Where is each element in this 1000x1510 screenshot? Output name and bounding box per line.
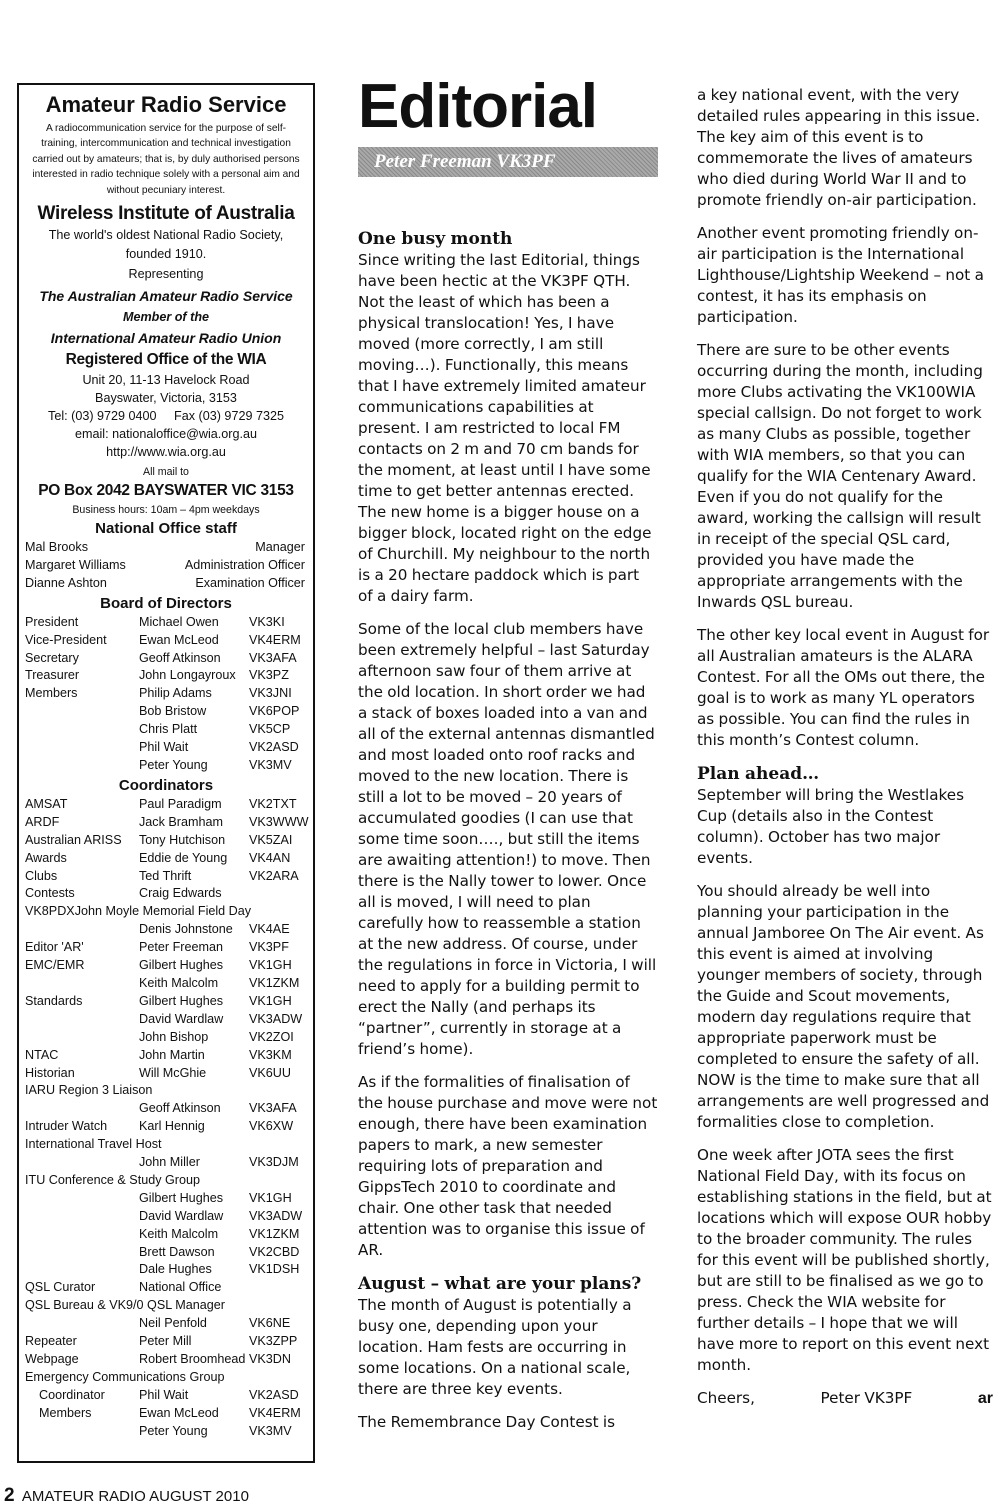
directory-row xyxy=(25,1118,307,1136)
author-name: Peter Freeman VK3PF xyxy=(374,151,556,172)
directory-role xyxy=(25,1100,139,1118)
staff-list xyxy=(25,539,307,593)
directory-name: Robert Broomhead xyxy=(139,1352,246,1366)
staff-name: Dianne Ashton xyxy=(25,575,107,590)
directory-role: Clubs xyxy=(25,868,58,883)
coordinators-list xyxy=(25,796,307,1441)
signoff: Cheers, xyxy=(697,1389,755,1407)
directory-row xyxy=(25,1351,307,1369)
author-banner xyxy=(358,147,658,177)
directory-name: Jack Bramham xyxy=(139,814,223,829)
directory-role: Intruder Watch xyxy=(25,1119,108,1134)
directory-row xyxy=(25,1333,307,1351)
directory-name: Peter Mill xyxy=(139,1334,192,1349)
directory-role: Editor 'AR' xyxy=(25,940,84,955)
paragraph: Some of the local club members have been extremely helpful – last Saturday afternoon saw four of them arrive at the old location. In short order we had a stack of boxes loaded into a van and all of the external antennas dismantled and most loaded onto roof racks and moved to the new location. There is still a lot to be moved – 20 years of accumulated goodies (I can use that some time soon…., but still the items are awaiting attention!) to move. Then there is the Nally tower to lower. Once all is moved, I will need to plan carefully how to reassemble a station at the new address. Of course, under the regulations in force in Victoria, I will need to apply for a building permit to erect the Nally (and perhaps its “partner”, currently in storage at a friend’s home). xyxy=(358,620,657,1058)
directory-name: Bob Bristow xyxy=(139,704,207,719)
paragraph: The other key local event in August for all Australian amateurs is the ALARA Contest. For all the OMs out there, the goal is to work as many YL operators as possible. You can find the rules in this month’s Contest column. xyxy=(697,626,990,749)
directory-name: Keith Malcolm xyxy=(139,1226,219,1241)
directory-name: Tony Hutchison xyxy=(139,832,226,847)
directory-row xyxy=(25,1029,307,1047)
directory-group-label: ITU Conference & Study Group xyxy=(25,1172,200,1187)
directory-role: Australian ARISS xyxy=(25,832,122,847)
org-tagline: The world's oldest National Radio Society, founded 1910. xyxy=(48,228,284,262)
directory-callsign: VK1GH xyxy=(249,958,292,973)
directory-callsign: VK2ZOI xyxy=(249,1029,294,1044)
directory-row xyxy=(25,1261,307,1279)
directory-name: Phil Wait xyxy=(139,740,189,755)
directory-callsign: VK1ZKM xyxy=(249,1226,300,1241)
directory-role: Vice-President xyxy=(25,632,107,647)
directory-role xyxy=(25,1244,139,1262)
directory-row xyxy=(25,1190,307,1208)
directory-callsign: VK5CP xyxy=(249,722,291,737)
directory-callsign: VK3ZPP xyxy=(249,1334,298,1349)
staff-row xyxy=(25,575,307,593)
directory-row xyxy=(25,796,307,814)
representing-label: Representing xyxy=(128,267,204,282)
directory-group-label: Emergency Communications Group xyxy=(25,1369,225,1384)
directory-callsign: VK3DJM xyxy=(249,1155,299,1170)
publication-name: AMATEUR RADIO AUGUST 2010 xyxy=(21,1488,249,1505)
directory-role xyxy=(25,757,139,775)
directory-name: Paul Paradigm xyxy=(139,796,222,811)
directory-callsign: VK4ERM xyxy=(249,1405,301,1420)
directory-row xyxy=(25,614,307,632)
directory-row xyxy=(25,921,307,939)
paragraph: Since writing the last Editorial, things have been hectic at the VK3PF QTH. Not the least of which has been a physical translocation! Yes, I have moved (more correctly, I am still moving…). Functionally, this means that I have extremely limited amateur communications capabilities at present. I am restricted to local FM contacts on 2 m and 70 cm bands for the moment, at least until I have some time to get better antennas erected. The new home is a bigger house on a bigger block, located right on the edge of Churchill. My neighbour to the north is a 20 hectare paddock which is part of a dairy farm. xyxy=(358,251,652,605)
representing-name: The Australian Amateur Radio Service xyxy=(39,288,293,305)
directory-row xyxy=(25,1065,307,1083)
directory-row xyxy=(25,685,307,703)
directory-callsign: VK2ASD xyxy=(249,1387,299,1402)
directory-callsign: VK2TXT xyxy=(249,796,297,811)
website: http://www.wia.org.au xyxy=(106,445,226,460)
directory-row xyxy=(25,757,307,775)
directory-role xyxy=(25,921,139,939)
business-hours: Business hours: 10am – 4pm weekdays xyxy=(72,504,260,517)
directory-row xyxy=(25,957,307,975)
directory-row xyxy=(25,1423,307,1441)
directory-callsign: VK3KI xyxy=(249,614,285,629)
directory-role: Members xyxy=(25,1405,92,1420)
directory-role: QSL Curator xyxy=(25,1280,96,1295)
directory-name: Neil Penfold xyxy=(139,1316,207,1331)
directory-role: Repeater xyxy=(25,1334,77,1349)
directory-role: Contests xyxy=(25,886,75,901)
signoff-name: Peter VK3PF xyxy=(820,1389,913,1407)
directory-row xyxy=(25,667,307,685)
directory-name: Craig Edwards xyxy=(139,886,222,901)
article-title: Editorial xyxy=(358,72,598,141)
address-line-1: Unit 20, 11-13 Havelock Road xyxy=(82,373,250,388)
directory-role: Secretary xyxy=(25,650,79,665)
directory-callsign xyxy=(249,885,303,903)
directory-row xyxy=(25,703,307,721)
directory-name: Karl Hennig xyxy=(139,1119,205,1134)
directory-callsign: VK3AFA xyxy=(249,1101,297,1116)
staff-role: Examination Officer xyxy=(195,575,305,590)
page-footer xyxy=(4,1486,249,1507)
directory-role xyxy=(25,1226,139,1244)
staff-name: Mal Brooks xyxy=(25,540,88,555)
email: email: nationaloffice@wia.org.au xyxy=(75,427,257,442)
directory-row xyxy=(25,650,307,668)
directory-role: Standards xyxy=(25,993,83,1008)
directory-name: Ewan McLeod xyxy=(139,1405,219,1420)
directory-name: Geoff Atkinson xyxy=(139,1101,221,1116)
directory-callsign: VK2CBD xyxy=(249,1244,300,1259)
directory-callsign: VK6NE xyxy=(249,1316,291,1331)
paragraph: One week after JOTA sees the first National Field Day, with its focus on establishing stations in the field, but at locations which will expose OUR hobby to the broader community. The rules for this event will be published shortly, but are still to be finalised as we go to press. Check the WIA website for further details – I hope that we will have more to report on this event next month. xyxy=(697,1146,992,1374)
directory-row xyxy=(25,1315,307,1333)
directory-name: Gilbert Hughes xyxy=(139,1190,223,1205)
directory-role xyxy=(25,703,139,721)
paragraph: As if the formalities of finalisation of the house purchase and move were not enough, there have been examination papers to mark, a new semester requiring lots of preparation and GippsTech 2010 to coordinate and chair. One other task that needed attention was to organise this issue of AR. xyxy=(358,1073,658,1259)
directory-name: Keith Malcolm xyxy=(139,975,219,990)
directory-name: Ewan McLeod xyxy=(139,632,219,647)
staff-role: Administration Officer xyxy=(184,557,305,572)
org-name: Wireless Institute of Australia xyxy=(37,203,295,225)
board-heading: Board of Directors xyxy=(100,594,232,612)
article-column-1 xyxy=(358,228,658,1445)
directory-name: Michael Owen xyxy=(139,614,219,629)
directory-row xyxy=(25,850,307,868)
directory-group-label: QSL Bureau & VK9/0 QSL Manager xyxy=(25,1298,225,1313)
section-heading: August – what are your plans? xyxy=(358,1274,642,1294)
directory-name: National Office xyxy=(139,1280,222,1295)
directory-name: Peter Freeman xyxy=(139,940,223,955)
directory-row xyxy=(25,1208,307,1226)
directory-row xyxy=(25,1154,307,1172)
directory-role xyxy=(25,1029,139,1047)
directory-role xyxy=(25,1154,139,1172)
directory-callsign: VK3PF xyxy=(249,940,289,955)
directory-row xyxy=(25,939,307,957)
directory-name: Gilbert Hughes xyxy=(139,993,223,1008)
directory-role: Members xyxy=(25,686,78,701)
directory-callsign: VK3PZ xyxy=(249,668,289,683)
directory-name: Phil Wait xyxy=(139,1387,189,1402)
directory-role xyxy=(25,1190,139,1208)
directory-callsign: VK3KM xyxy=(249,1047,292,1062)
directory-role: ARDF xyxy=(25,814,60,829)
directory-callsign: VK6UU xyxy=(249,1065,291,1080)
directory-callsign xyxy=(249,1279,303,1297)
member-name: International Amateur Radio Union xyxy=(50,330,282,347)
directory-row xyxy=(25,832,307,850)
directory-role xyxy=(25,975,139,993)
directory-name: Denis Johnstone xyxy=(139,922,233,937)
mail-label: All mail to xyxy=(143,466,189,479)
paragraph: You should already be well into planning your participation in the annual Jamboree On The Air event. As this event is aimed at involving younger members of society, through the Guide and Scout movements, modern day regulations require that appropriate paperwork must be completed to ensure the safety of all. NOW is the time to make sure that all arrangements are well progressed and formalities close to completion. xyxy=(697,882,990,1131)
directory-role xyxy=(25,1423,139,1441)
end-mark: ar xyxy=(977,1390,993,1407)
directory-callsign: VK3ADW xyxy=(249,1011,303,1026)
directory-callsign: VK3WWW xyxy=(249,814,309,829)
member-label: Member of the xyxy=(122,310,210,325)
directory-callsign: VK6POP xyxy=(249,704,300,719)
directory-callsign: VK1GH xyxy=(249,993,292,1008)
wia-info-box xyxy=(17,83,315,1463)
directory-callsign: VK5ZAI xyxy=(249,832,293,847)
staff-row xyxy=(25,557,307,575)
paragraph: The month of August is potentially a busy one, depending upon your location. Ham fests are occurring in some locations. On a national scale, there are three key events. xyxy=(358,1296,632,1398)
directory-row xyxy=(25,1244,307,1262)
directory-callsign: VK3DN xyxy=(249,1352,291,1366)
directory-name: Peter Young xyxy=(139,1423,208,1438)
service-description: A radiocommunication service for the purpose of self-training, intercommunication and technical investigation carried out by amateurs; that is, by duly authorised persons interested in radio technique solely with a personal aim and without pecuniary interest. xyxy=(32,123,300,196)
directory-role: Historian xyxy=(25,1065,75,1080)
office-title: Registered Office of the WIA xyxy=(65,351,267,369)
coordinators-heading: Coordinators xyxy=(118,776,214,794)
directory-row xyxy=(25,721,307,739)
phone-fax: Tel: (03) 9729 0400 Fax (03) 9729 7325 xyxy=(48,409,284,424)
directory-role xyxy=(25,1208,139,1226)
directory-name: Geoff Atkinson xyxy=(139,650,221,665)
address-line-2: Bayswater, Victoria, 3153 xyxy=(95,391,237,406)
directory-group-label: IARU Region 3 Liaison xyxy=(25,1083,153,1098)
directory-group-label: VK8PDXJohn Moyle Memorial Field Day xyxy=(25,904,252,919)
directory-role xyxy=(25,1011,139,1029)
directory-callsign: VK2ARA xyxy=(249,868,299,883)
directory-callsign: VK1ZKM xyxy=(249,975,300,990)
directory-role: EMC/EMR xyxy=(25,958,85,973)
board-list xyxy=(25,614,307,775)
section-heading: One busy month xyxy=(358,229,513,249)
directory-callsign: VK1DSH xyxy=(249,1262,300,1277)
article-column-2 xyxy=(697,85,993,1409)
paragraph: Another event promoting friendly on-air participation is the International Lighthouse/Lightship Weekend – not a contest, it has its emphasis on participation. xyxy=(697,224,984,326)
directory-row xyxy=(25,1405,307,1423)
directory-callsign: VK6XW xyxy=(249,1119,294,1134)
directory-row xyxy=(25,1226,307,1244)
staff-heading: National Office staff xyxy=(95,520,237,538)
directory-row xyxy=(25,1011,307,1029)
directory-callsign: VK3MV xyxy=(249,1423,292,1438)
directory-name: Will McGhie xyxy=(139,1065,207,1080)
directory-role: President xyxy=(25,614,79,629)
directory-role: Awards xyxy=(25,850,67,865)
directory-group-label: International Travel Host xyxy=(25,1137,162,1152)
directory-role: AMSAT xyxy=(25,796,68,811)
directory-row xyxy=(25,1279,307,1297)
directory-row xyxy=(25,975,307,993)
directory-name: David Wardlaw xyxy=(139,1011,224,1026)
sidebar-title: Amateur Radio Service xyxy=(45,92,287,117)
directory-row xyxy=(25,1100,307,1118)
signoff-line xyxy=(697,1388,993,1409)
directory-row xyxy=(25,1387,307,1405)
staff-name: Margaret Williams xyxy=(25,557,126,572)
directory-role: NTAC xyxy=(25,1047,59,1062)
directory-role: Treasurer xyxy=(25,668,80,683)
paragraph: a key national event, with the very detailed rules appearing in this issue. The key aim of this event is to commemorate the lives of amateurs who died during World War II and to promote friendly on-air participation. xyxy=(697,86,981,209)
directory-row xyxy=(25,868,307,886)
directory-name: John Longayroux xyxy=(139,668,236,683)
directory-name: John Martin xyxy=(139,1047,205,1062)
directory-role: Coordinator xyxy=(25,1387,105,1402)
directory-callsign: VK3ADW xyxy=(249,1208,303,1223)
directory-name: Ted Thrift xyxy=(139,868,192,883)
directory-name: Eddie de Young xyxy=(139,850,228,865)
directory-name: Chris Platt xyxy=(139,722,198,737)
directory-callsign: VK1GH xyxy=(249,1190,292,1205)
directory-callsign: VK4ERM xyxy=(249,632,301,647)
staff-row xyxy=(25,539,307,557)
po-box: PO Box 2042 BAYSWATER VIC 3153 xyxy=(38,482,294,500)
directory-row xyxy=(25,739,307,757)
directory-name: Brett Dawson xyxy=(139,1244,215,1259)
directory-row xyxy=(25,632,307,650)
directory-role xyxy=(25,739,139,757)
page-number: 2 xyxy=(4,1485,15,1506)
paragraph: September will bring the Westlakes Cup (details also in the Contest column). October has two major events. xyxy=(697,786,965,867)
directory-name: Philip Adams xyxy=(139,686,212,701)
directory-name: John Miller xyxy=(139,1155,200,1170)
paragraph: There are sure to be other events occurring during the month, including more Clubs activating the VK100WIA special callsign. Do not forget to work as many Clubs as possible, together with WIA members, so that you can qualify for the WIA Centenary Award. Even if you do not qualify for the award, working the callsign will result in receipt of the special QSL card, provided you have made the appropriate arrangements with the Inwards QSL bureau. xyxy=(697,341,983,611)
directory-role xyxy=(25,721,139,739)
directory-role xyxy=(25,1261,139,1279)
directory-name: Dale Hughes xyxy=(139,1262,212,1277)
directory-row xyxy=(25,1047,307,1065)
directory-role xyxy=(25,1315,139,1333)
directory-name: Peter Young xyxy=(139,758,208,772)
directory-row xyxy=(25,993,307,1011)
paragraph: The Remembrance Day Contest is xyxy=(358,1413,616,1431)
directory-name: David Wardlaw xyxy=(139,1208,224,1223)
directory-row xyxy=(25,885,307,903)
directory-callsign: VK3MV xyxy=(249,758,292,772)
section-heading: Plan ahead… xyxy=(697,764,820,784)
directory-row xyxy=(25,814,307,832)
staff-role: Manager xyxy=(255,540,305,555)
directory-name: John Bishop xyxy=(139,1029,209,1044)
directory-callsign: VK3AFA xyxy=(249,650,297,665)
directory-name: Gilbert Hughes xyxy=(139,958,223,973)
directory-callsign: VK2ASD xyxy=(249,740,299,755)
directory-callsign: VK4AE xyxy=(249,922,290,937)
directory-callsign: VK3JNI xyxy=(249,686,292,701)
directory-callsign: VK4AN xyxy=(249,850,291,865)
directory-role: Webpage xyxy=(25,1352,79,1366)
